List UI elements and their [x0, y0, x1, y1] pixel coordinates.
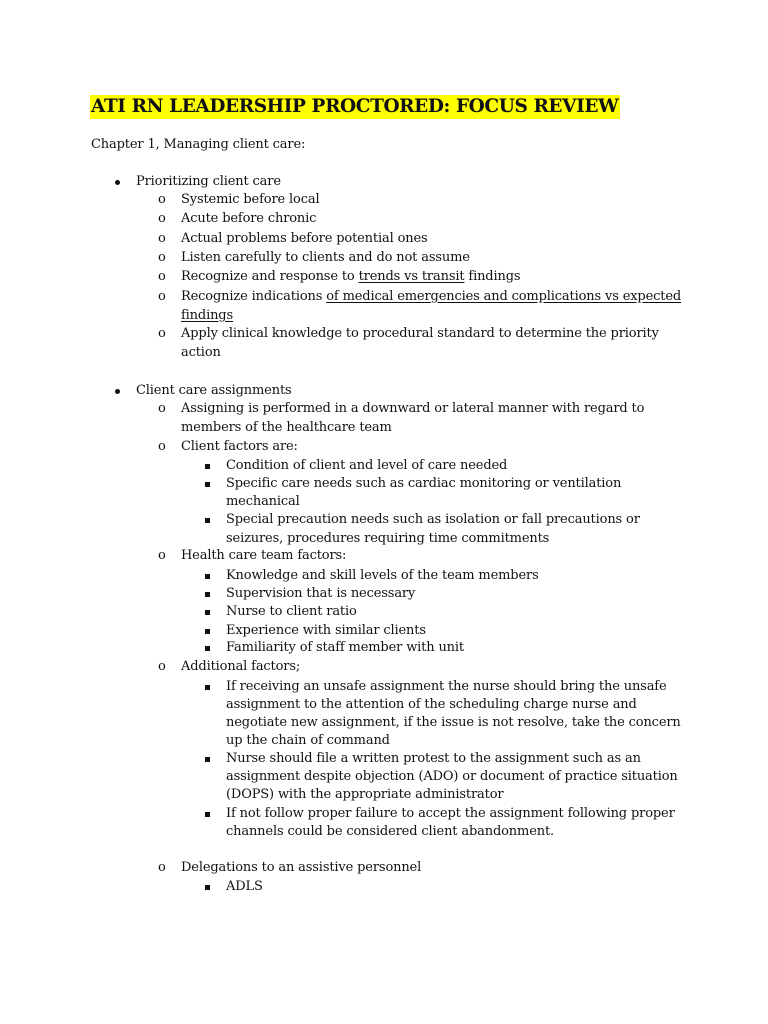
list-item-continuation: up the chain of command: [226, 733, 390, 748]
list-item-continuation: mechanical: [226, 494, 300, 509]
bullet-o: o: [158, 250, 166, 265]
bullet-o: o: [158, 439, 166, 454]
bullet-dot: [115, 180, 120, 185]
list-item-continuation: negotiate new assignment, if the issue is not resolve, take the concern: [226, 715, 681, 730]
bullet-square: [205, 757, 210, 762]
text-run: Recognize indications: [181, 289, 327, 304]
bullet-o: o: [158, 192, 166, 207]
list-item: Client factors are:: [181, 439, 298, 454]
bullet-square: [205, 592, 210, 597]
bullet-o: o: [158, 289, 166, 304]
bullet-square: [205, 518, 210, 523]
list-item: Acute before chronic: [181, 211, 317, 226]
bullet-square: [205, 685, 210, 690]
list-item: Familiarity of staff member with unit: [226, 640, 464, 655]
text-run: Recognize and response to: [181, 269, 359, 284]
list-item-continuation: seizures, procedures requiring time commitments: [226, 531, 550, 546]
list-item: Assigning is performed in a downward or lateral manner with regard to: [181, 401, 645, 416]
list-item: [181, 288, 681, 306]
list-item-continuation: assignment despite objection (ADO) or document of practice situation: [226, 769, 678, 784]
list-item-continuation: findings: [181, 308, 233, 323]
list-item-continuation: channels could be considered client abandonment.: [226, 824, 555, 839]
bullet-o: o: [158, 231, 166, 246]
list-item: Nurse should file a written protest to the assignment such as an: [226, 751, 641, 766]
bullet-square: [205, 610, 210, 615]
section-heading-prioritizing: Prioritizing client care: [136, 174, 281, 189]
list-item: If not follow proper failure to accept the assignment following proper: [226, 806, 675, 821]
list-item: Listen carefully to clients and do not assume: [181, 250, 470, 265]
bullet-o: o: [158, 269, 166, 284]
bullet-square: [205, 812, 210, 817]
bullet-o: o: [158, 659, 166, 674]
list-item: Health care team factors:: [181, 548, 347, 563]
list-item: Delegations to an assistive personnel: [181, 860, 422, 875]
bullet-o: o: [158, 211, 166, 226]
bullet-o: o: [158, 401, 166, 416]
text-run: findings: [464, 269, 521, 284]
list-item: ADLS: [226, 879, 263, 894]
list-item: If receiving an unsafe assignment the nurse should bring the unsafe: [226, 679, 667, 694]
underlined-text: of medical emergencies and complications vs expected: [326, 289, 682, 304]
list-item: Knowledge and skill levels of the team members: [226, 568, 539, 583]
list-item-continuation: assignment to the attention of the scheduling charge nurse and: [226, 697, 637, 712]
page-title: ATI RN LEADERSHIP PROCTORED: FOCUS REVIEW: [91, 96, 619, 117]
list-item: Specific care needs such as cardiac monitoring or ventilation: [226, 476, 622, 491]
list-item: Apply clinical knowledge to procedural standard to determine the priority: [181, 326, 659, 341]
bullet-o: o: [158, 326, 166, 341]
bullet-square: [205, 464, 210, 469]
bullet-o: o: [158, 860, 166, 875]
list-item: Systemic before local: [181, 192, 320, 207]
list-item: [181, 268, 520, 286]
list-item: Supervision that is necessary: [226, 586, 416, 601]
list-item: Special precaution needs such as isolation or fall precautions or: [226, 512, 640, 527]
list-item: Nurse to client ratio: [226, 604, 357, 619]
list-item-continuation: action: [181, 345, 221, 360]
list-item: Additional factors;: [181, 659, 301, 674]
list-item: Experience with similar clients: [226, 623, 426, 638]
list-item-continuation: (DOPS) with the appropriate administrator: [226, 787, 504, 802]
bullet-square: [205, 574, 210, 579]
bullet-square: [205, 482, 210, 487]
chapter-heading: Chapter 1, Managing client care:: [91, 137, 306, 152]
underlined-text: trends vs transit: [358, 269, 465, 284]
list-item: Condition of client and level of care needed: [226, 458, 508, 473]
bullet-square: [205, 629, 210, 634]
list-item: Actual problems before potential ones: [181, 231, 428, 246]
bullet-dot: [115, 389, 120, 394]
list-item-continuation: members of the healthcare team: [181, 420, 392, 435]
bullet-square: [205, 885, 210, 890]
section-heading-assignments: Client care assignments: [136, 383, 292, 398]
bullet-o: o: [158, 548, 166, 563]
bullet-square: [205, 646, 210, 651]
